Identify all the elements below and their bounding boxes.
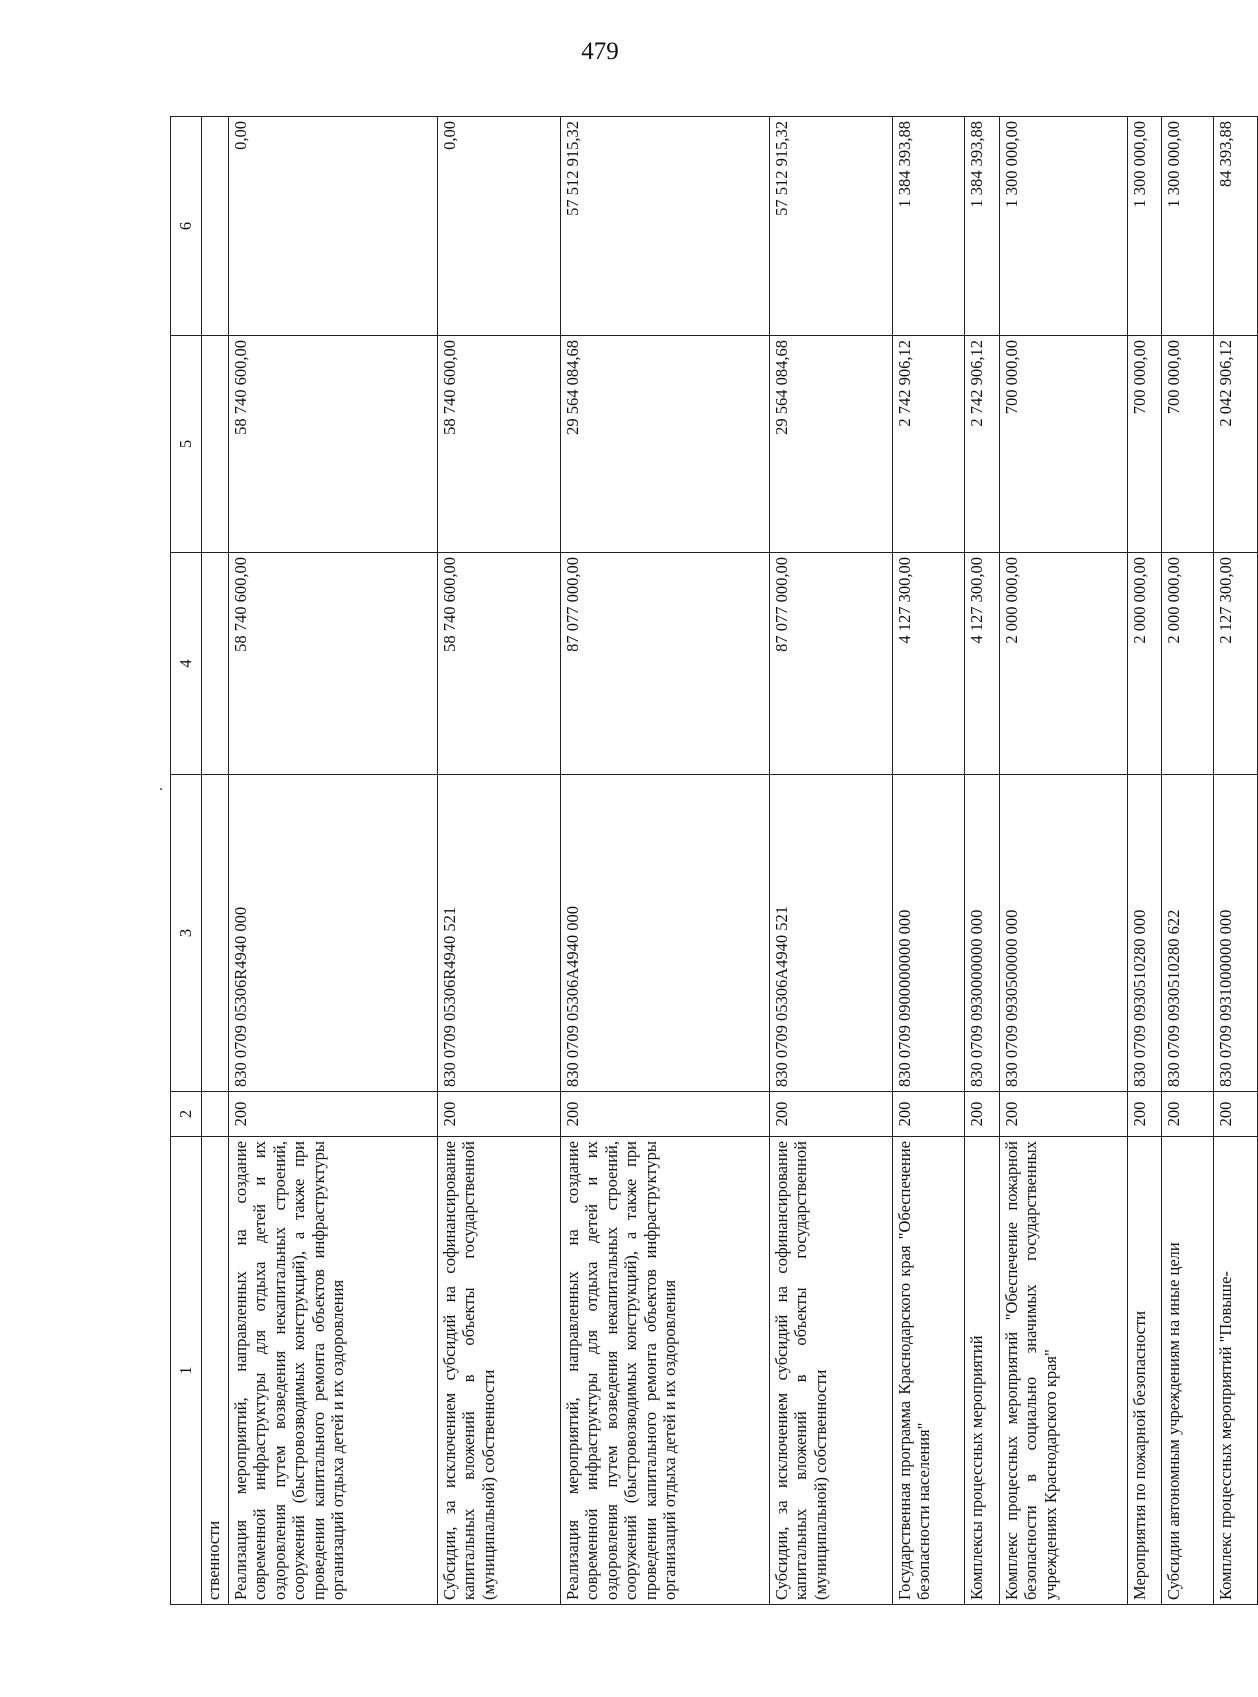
item-name-cell: Государственная программа Краснодарского края "Обеспечение безопасности населения"	[893, 1137, 965, 1605]
item-name-cell: Субсидии автономным учреждениям на иные цели	[1162, 1137, 1214, 1605]
amount-col-6-cell: 57 512 915,32	[770, 117, 893, 336]
budget-code-cell: 830 0709 05306R4940 000	[229, 775, 438, 1092]
table-row	[893, 117, 965, 1605]
amount-col-5-cell: 2 042 906,12	[1214, 336, 1258, 553]
budget-code-cell: 830 0709 0930510280 622	[1162, 775, 1214, 1092]
item-name-cell: Комплекс процессных мероприятий "Повыше-	[1214, 1137, 1258, 1605]
amount-col-4-cell: 58 740 600,00	[229, 553, 438, 775]
amount-col-6-cell: 1 384 393,88	[965, 117, 1000, 336]
amount-col-5-cell: 2 742 906,12	[965, 336, 1000, 553]
amount-col-4-cell: 2 000 000,00	[1162, 553, 1214, 775]
rotated-budget-table	[170, 117, 1235, 1605]
table-row	[1162, 117, 1214, 1605]
code-cell: 200	[1128, 1092, 1162, 1137]
item-name-cell: Субсидии, за исключением субсидий на софинансирование капитальных вложений в объекты государственной (муниципальной) собственности	[770, 1137, 893, 1605]
budget-code-cell: 830 0709 05306A4940 000	[561, 775, 770, 1092]
amount-col-4-cell: 2 000 000,00	[1000, 553, 1128, 775]
amount-col-5-cell: 58 740 600,00	[438, 336, 561, 553]
budget-code-cell: 830 0709 0931000000 000	[1214, 775, 1258, 1092]
amount-col-4-cell: 2 127 300,00	[1214, 553, 1258, 775]
item-name-cell: Субсидии, за исключением субсидий на софинансирование капитальных вложений в объекты государственной (муниципальной) собственности	[438, 1137, 561, 1605]
table-row	[1000, 117, 1128, 1605]
budget-code-cell: 830 0709 0930510280 000	[1128, 775, 1162, 1092]
table-row	[229, 117, 438, 1605]
table-row	[561, 117, 770, 1605]
amount-col-5-cell: 700 000,00	[1162, 336, 1214, 553]
table-row	[1214, 117, 1258, 1605]
amount-col-6-cell: 1 384 393,88	[893, 117, 965, 336]
table-body	[171, 117, 1258, 1605]
continuation-row	[202, 117, 229, 1605]
budget-table	[170, 116, 1258, 1605]
header-col-4: 4	[171, 553, 202, 775]
amount-col-4-cell: 4 127 300,00	[893, 553, 965, 775]
scan-speck	[160, 788, 162, 790]
budget-code-cell: 830 0709 05306A4940 521	[770, 775, 893, 1092]
page-number: 479	[581, 38, 619, 65]
amount-col-6-cell: 57 512 915,32	[561, 117, 770, 336]
header-col-2: 2	[171, 1092, 202, 1137]
amount-col-5-cell: 58 740 600,00	[229, 336, 438, 553]
item-name-cell: Комплексы процессных мероприятий	[965, 1137, 1000, 1605]
empty-cell	[202, 336, 229, 553]
amount-col-5-cell: 700 000,00	[1000, 336, 1128, 553]
amount-col-6-cell: 0,00	[229, 117, 438, 336]
budget-code-cell: 830 0709 05306R4940 521	[438, 775, 561, 1092]
empty-cell	[202, 775, 229, 1092]
code-cell: 200	[1214, 1092, 1258, 1137]
amount-col-6-cell: 1 300 000,00	[1128, 117, 1162, 336]
empty-cell	[202, 553, 229, 775]
table-row	[965, 117, 1000, 1605]
header-col-1: 1	[171, 1137, 202, 1605]
amount-col-5-cell: 700 000,00	[1128, 336, 1162, 553]
code-cell: 200	[965, 1092, 1000, 1137]
item-name-cell: Комплекс процессных мероприятий "Обеспечение пожарной безопасности в социально значимых государственных учреждениях Краснодарского края"	[1000, 1137, 1128, 1605]
budget-code-cell: 830 0709 0900000000 000	[893, 775, 965, 1092]
table-row	[1128, 117, 1162, 1605]
empty-cell	[202, 117, 229, 336]
empty-cell	[202, 1092, 229, 1137]
header-col-6: 6	[171, 117, 202, 336]
code-cell: 200	[561, 1092, 770, 1137]
amount-col-6-cell: 1 300 000,00	[1162, 117, 1214, 336]
budget-code-cell: 830 0709 0930000000 000	[965, 775, 1000, 1092]
amount-col-5-cell: 29 564 084,68	[770, 336, 893, 553]
code-cell: 200	[1000, 1092, 1128, 1137]
code-cell: 200	[1162, 1092, 1214, 1137]
code-cell: 200	[229, 1092, 438, 1137]
code-cell: 200	[438, 1092, 561, 1137]
continuation-text: ственности	[202, 1137, 229, 1605]
amount-col-6-cell: 0,00	[438, 117, 561, 336]
table-row	[770, 117, 893, 1605]
amount-col-4-cell: 2 000 000,00	[1128, 553, 1162, 775]
amount-col-4-cell: 4 127 300,00	[965, 553, 1000, 775]
amount-col-5-cell: 29 564 084,68	[561, 336, 770, 553]
code-cell: 200	[893, 1092, 965, 1137]
table-row	[438, 117, 561, 1605]
budget-code-cell: 830 0709 0930500000 000	[1000, 775, 1128, 1092]
amount-col-4-cell: 58 740 600,00	[438, 553, 561, 775]
item-name-cell: Реализация мероприятий, направленных на создание современной инфраструктуры для отдыха детей и их оздоровления путем возведения некапитальных строений, сооружений (быстровозводимых конструкций), а также при проведении капитального ремонта объектов инфраструктуры организаций отдыха детей и их оздоровления	[229, 1137, 438, 1605]
header-col-3: 3	[171, 775, 202, 1092]
item-name-cell: Мероприятия по пожарной безопасности	[1128, 1137, 1162, 1605]
amount-col-4-cell: 87 077 000,00	[561, 553, 770, 775]
header-col-5: 5	[171, 336, 202, 553]
code-cell: 200	[770, 1092, 893, 1137]
item-name-cell: Реализация мероприятий, направленных на создание современной инфраструктуры для отдыха детей и их оздоровления путем возведения некапитальных строений, сооружений (быстровозводимых конструкций), а также при проведении капитального ремонта объектов инфраструктуры организаций отдыха детей и их оздоровления	[561, 1137, 770, 1605]
amount-col-6-cell: 1 300 000,00	[1000, 117, 1128, 336]
header-row	[171, 117, 202, 1605]
amount-col-6-cell: 84 393,88	[1214, 117, 1258, 336]
amount-col-4-cell: 87 077 000,00	[770, 553, 893, 775]
amount-col-5-cell: 2 742 906,12	[893, 336, 965, 553]
